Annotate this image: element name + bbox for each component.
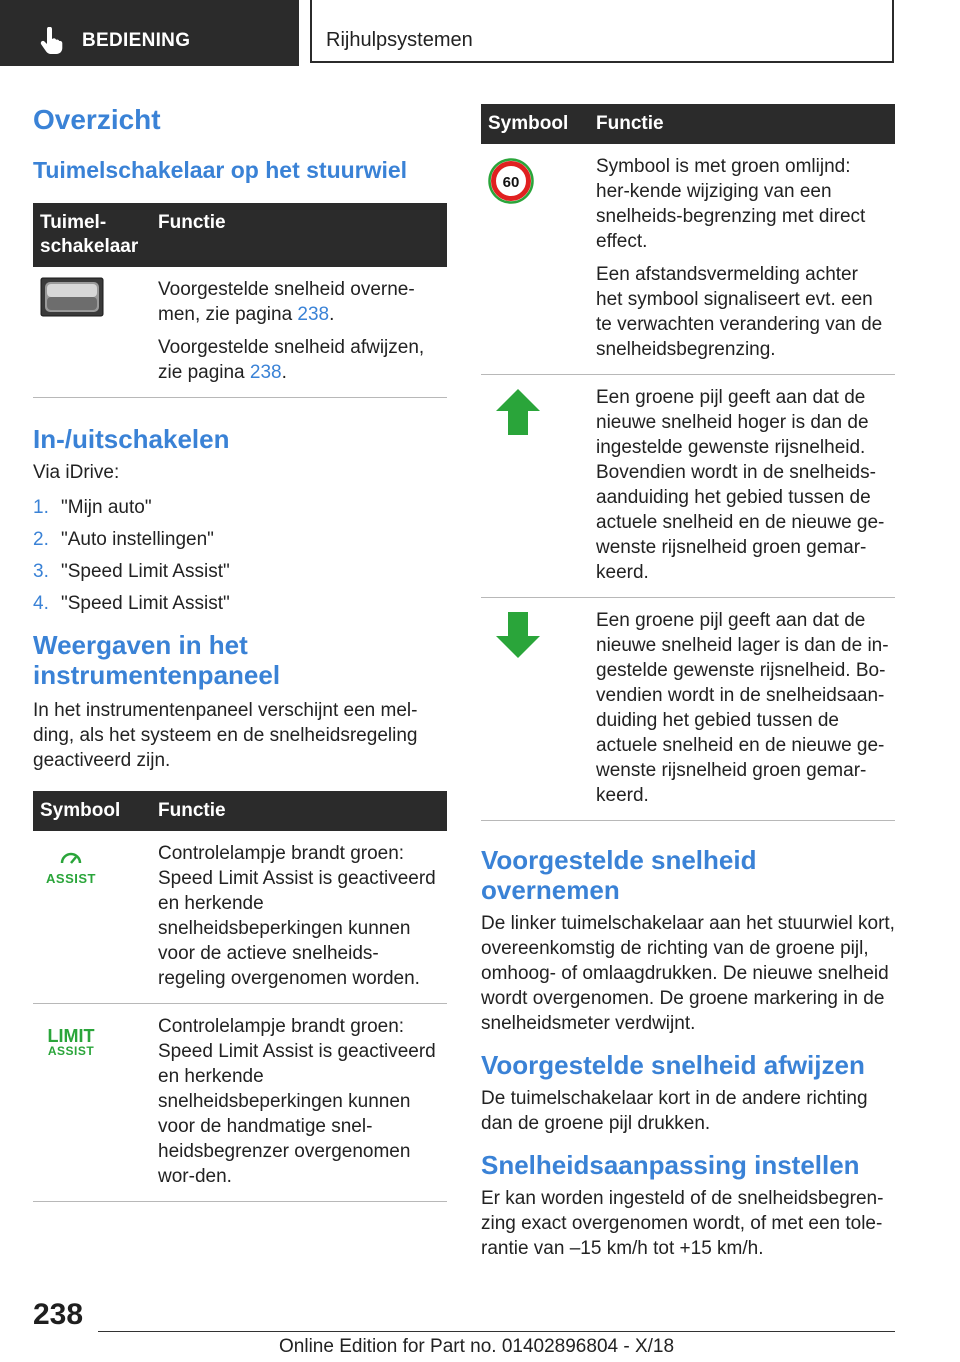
step-text: "Auto instellingen" [61, 529, 214, 550]
table-header-cell: Functie [151, 791, 447, 831]
function-text: Symbool is met groen omlijnd: her-kende wijziging van een snelheids-begrenzing met direct effect. [596, 156, 866, 252]
via-idrive-text: Via iDrive: [33, 462, 120, 483]
section-title-weergaven: Weergaven in het instrumentenpaneel [33, 630, 281, 690]
green-arrow-down-icon [494, 610, 542, 660]
function-text-part: . [281, 362, 287, 383]
steps-list [33, 495, 447, 616]
left-column [33, 104, 447, 1202]
edition-text: Online Edition for Part no. 01402896804 - X/18 [279, 1336, 675, 1357]
assist-arc-icon [59, 851, 83, 865]
table-cell-function: Controlelampje brandt groen: Speed Limit Assist is geactiveerd en herkende snelheidsbeperkingen kunnen voor de handmatige snel-heidsbegrenzer overgenomen wor-den. [151, 1004, 447, 1202]
table-header-cell: Functie [589, 104, 895, 144]
function-text [158, 277, 441, 327]
page-number: 238 [33, 1298, 84, 1331]
indicator-table [33, 791, 447, 1202]
page-link[interactable]: 238 [297, 304, 330, 325]
assist-lamp-icon [40, 847, 102, 886]
green-arrow-up-icon [494, 387, 542, 437]
speed-limit-60-sign-icon [488, 158, 534, 204]
table-cell-symbol [481, 598, 589, 821]
adjust-text: Er kan worden ingesteld of de snelheidsbegren-zing exact overgenomen wordt, of met een tole-rantie van –15 km/h tot +15 km/h. [481, 1188, 884, 1259]
adopt-text: De linker tuimelschakelaar aan het stuurwiel kort, overeenkomstig de richting van de groene pijl, omhoog- of omlaagdrukken. De nieuwe snelheid wordt overgenomen. De groene markering in de snelheidsmeter verdwijnt. [481, 913, 895, 1034]
step-text: "Mijn auto" [61, 497, 152, 518]
table-cell-symbol [481, 144, 589, 375]
limit-lamp-label: LIMIT [47, 1026, 95, 1046]
reject-text: De tuimelschakelaar kort in de andere richting dan de groene pijl drukken. [481, 1088, 868, 1134]
list-item [33, 559, 447, 584]
list-item [33, 495, 447, 520]
table-row [481, 598, 895, 821]
table-row [33, 267, 447, 398]
chapter-title: Rijhulpsystemen [326, 29, 473, 51]
step-number: 1. [33, 497, 49, 518]
table-cell-function [589, 144, 895, 375]
speed-limit-symbol-table [481, 104, 895, 821]
table-cell-symbol [481, 375, 589, 598]
table-cell-function [151, 267, 447, 398]
section-title-overnemen: Voorgestelde snelheid overnemen [481, 845, 757, 905]
step-number: 3. [33, 561, 49, 582]
list-item [33, 591, 447, 616]
list-item [33, 527, 447, 552]
display-intro-text: In het instrumentenpaneel verschijnt een mel-ding, als het systeem en de snelheidsregeling geactiveerd zijn. [33, 700, 418, 771]
function-text: Een afstandsvermelding achter het symbool signaliseert evt. een te verwachten verandering van de snelheidsbegrenzing. [596, 264, 883, 360]
table-header-cell: Functie [151, 203, 447, 267]
chapter-header [310, 0, 894, 63]
step-text: "Speed Limit Assist" [61, 593, 230, 614]
function-text-part: . [329, 304, 335, 325]
limit-assist-lamp-icon [40, 1028, 102, 1058]
table-cell-function: Een groene pijl geeft aan dat de nieuwe snelheid lager is dan de in-gestelde gewenste rijsnelheid. Bo-vendien wordt in de snelheidsaan-duiding het gebied tussen de actuele snelheid en de nieuwe ge-wenste rijsnelheid groen gemar-keerd. [589, 598, 895, 821]
step-number: 4. [33, 593, 49, 614]
table-header-cell: Symbool [33, 791, 151, 831]
footer-divider [98, 1331, 895, 1332]
rocker-switch-table [33, 203, 447, 398]
table-cell-symbol [33, 831, 151, 1004]
table-row [481, 375, 895, 598]
section-title-afwijzen: Voorgestelde snelheid afwijzen [481, 1050, 865, 1080]
function-text [158, 335, 441, 385]
table-row [33, 831, 447, 1004]
table-cell-symbol [33, 267, 151, 398]
section-title-in-uitschakelen: In-/uitschakelen [33, 424, 230, 454]
table-row [481, 144, 895, 375]
step-text: "Speed Limit Assist" [61, 561, 230, 582]
function-text-part: Voorgestelde snelheid overne-men, zie pagina [158, 279, 415, 325]
speed-limit-value: 60 [502, 174, 520, 191]
table-cell-symbol [33, 1004, 151, 1202]
section-title-snelheidsaanpassing: Snelheidsaanpassing instellen [481, 1150, 860, 1180]
section-tab-label: BEDIENING [82, 30, 191, 51]
subsection-title-tuimelschakelaar: Tuimelschakelaar op het stuurwiel [33, 157, 408, 183]
table-row [33, 1004, 447, 1202]
page-link[interactable]: 238 [249, 362, 282, 383]
assist-lamp-label: ASSIST [47, 1044, 95, 1058]
table-header-cell: Symbool [481, 104, 589, 144]
hand-pointer-icon [40, 27, 66, 55]
section-tab[interactable] [0, 0, 299, 66]
table-cell-function: Controlelampje brandt groen: Speed Limit Assist is geactiveerd en herkende snelheidsbeperkingen kunnen voor de actieve snelheids-regeling overgenomen worden. [151, 831, 447, 1004]
rocker-switch-icon [40, 277, 104, 317]
function-text-part: Voorgestelde snelheid afwijzen, zie pagina [158, 337, 425, 383]
step-number: 2. [33, 529, 49, 550]
table-header-cell: Tuimel-schakelaar [33, 203, 151, 267]
assist-lamp-label: ASSIST [46, 871, 96, 886]
table-cell-function: Een groene pijl geeft aan dat de nieuwe snelheid hoger is dan de ingestelde gewenste rijsnelheid. Bovendien wordt in de snelheids-aanduiding het gebied tussen de actuele snelheid en de nieuwe ge-wenste rijsnelheid groen gemar-keerd. [589, 375, 895, 598]
section-title-overzicht: Overzicht [33, 104, 161, 135]
right-column [481, 104, 895, 1261]
